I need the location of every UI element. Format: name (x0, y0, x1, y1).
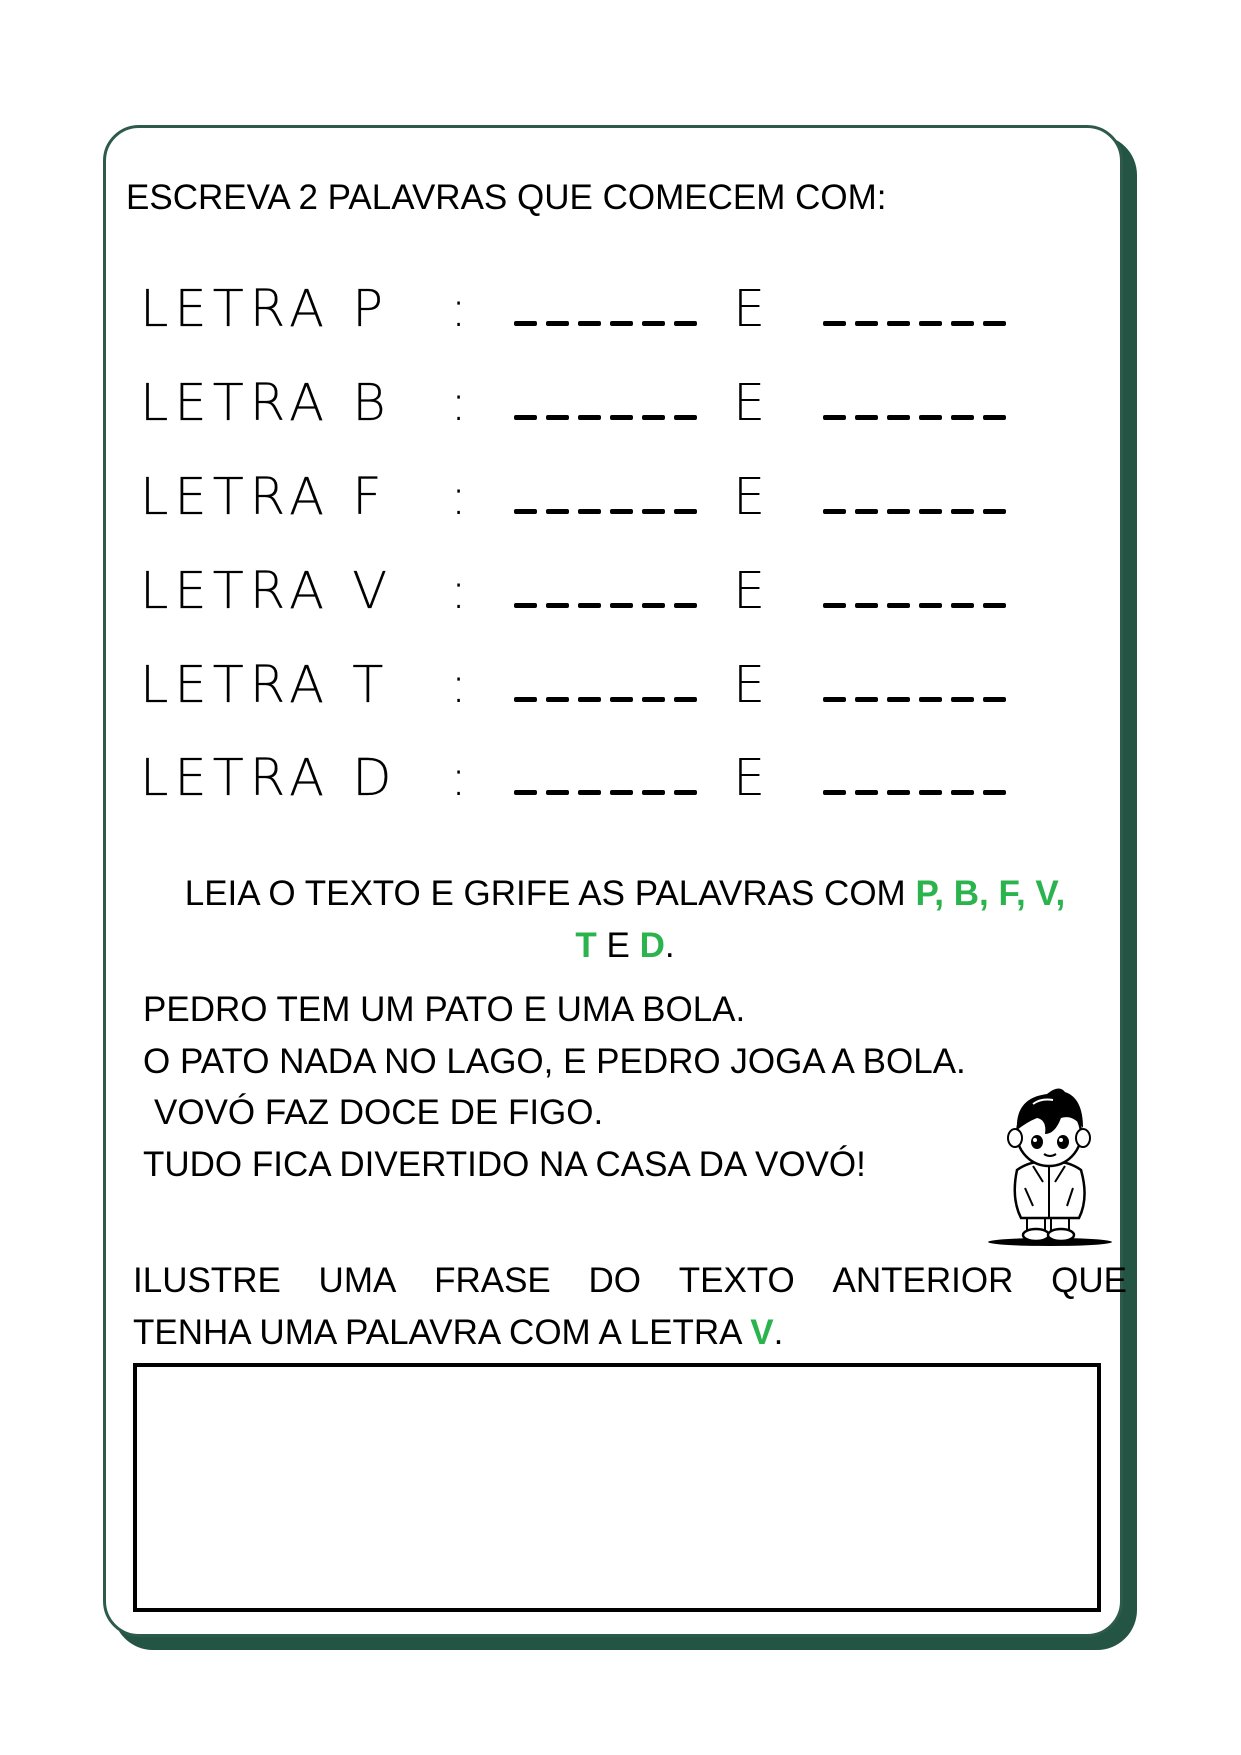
instruction-line-1 (133, 1255, 1127, 1307)
instruction-text: LEIA O TEXTO E GRIFE AS PALAVRAS COM (184, 874, 916, 913)
conjunction: E (733, 562, 772, 621)
conjunction: E (733, 656, 772, 715)
worksheet-title: ESCREVA 2 PALAVRAS QUE COMECEM COM: (126, 178, 887, 217)
letter-label: LETRA F (140, 468, 388, 527)
answer-blank-1[interactable] (514, 568, 697, 608)
highlight-letters: P, B, F, V, (915, 874, 1066, 913)
word: UMA (318, 1261, 397, 1300)
colon: : (450, 749, 474, 808)
instruction-line-2 (133, 1307, 1127, 1359)
instruction-text: . (664, 926, 675, 965)
colon: : (450, 656, 474, 715)
letter-label: LETRA V (140, 562, 394, 621)
answer-blank-1[interactable] (514, 380, 697, 420)
answer-blank-1[interactable] (514, 662, 697, 702)
reading-instruction (130, 868, 1120, 972)
answer-blank-2[interactable] (823, 380, 1006, 420)
instruction-text: . (773, 1313, 784, 1352)
colon: : (450, 468, 474, 527)
word: ANTERIOR (832, 1261, 1014, 1300)
answer-blank-2[interactable] (823, 755, 1006, 795)
letter-label: LETRA B (140, 374, 392, 433)
answer-blank-1[interactable] (514, 474, 697, 514)
letter-row-v (140, 562, 1006, 622)
answer-blank-1[interactable] (514, 755, 697, 795)
story-line: O PATO NADA NO LAGO, E PEDRO JOGA A BOLA. (143, 1041, 966, 1081)
letter-row-f (140, 468, 1006, 528)
answer-blank-2[interactable] (823, 474, 1006, 514)
highlight-letter-d: D (639, 926, 665, 965)
letter-row-t (140, 656, 1006, 716)
conjunction: E (733, 749, 772, 808)
word: DO (588, 1261, 641, 1300)
letter-label: LETRA T (140, 656, 390, 715)
answer-blank-2[interactable] (823, 286, 1006, 326)
letter-row-d (140, 749, 1006, 809)
illustration-instruction (133, 1255, 1127, 1359)
boy-cartoon-icon (975, 1078, 1125, 1250)
answer-blank-1[interactable] (514, 286, 697, 326)
letter-label: LETRA P (140, 280, 390, 339)
letter-row-b (140, 374, 1006, 434)
conjunction: E (733, 468, 772, 527)
highlight-letter-t: T (575, 926, 597, 965)
word: TEXTO (678, 1261, 795, 1300)
word: ILUSTRE (133, 1261, 281, 1300)
letter-label: LETRA D (140, 749, 398, 808)
conjunction: E (733, 280, 772, 339)
colon: : (450, 280, 474, 339)
story-text (143, 984, 966, 1190)
drawing-area[interactable] (133, 1363, 1101, 1612)
answer-blank-2[interactable] (823, 568, 1006, 608)
highlight-letter-v: V (750, 1313, 774, 1352)
instruction-text: E (596, 926, 640, 965)
conjunction: E (733, 374, 772, 433)
word: FRASE (434, 1261, 551, 1300)
instruction-text: TENHA UMA PALAVRA COM A LETRA (133, 1313, 751, 1352)
letter-row-p (140, 280, 1006, 340)
word: QUE (1051, 1261, 1127, 1300)
story-line: VOVÓ FAZ DOCE DE FIGO. (154, 1093, 604, 1132)
colon: : (450, 374, 474, 433)
colon: : (450, 562, 474, 621)
story-line: PEDRO TEM UM PATO E UMA BOLA. (143, 990, 746, 1029)
answer-blank-2[interactable] (823, 662, 1006, 702)
story-line: TUDO FICA DIVERTIDO NA CASA DA VOVÓ! (143, 1144, 866, 1184)
